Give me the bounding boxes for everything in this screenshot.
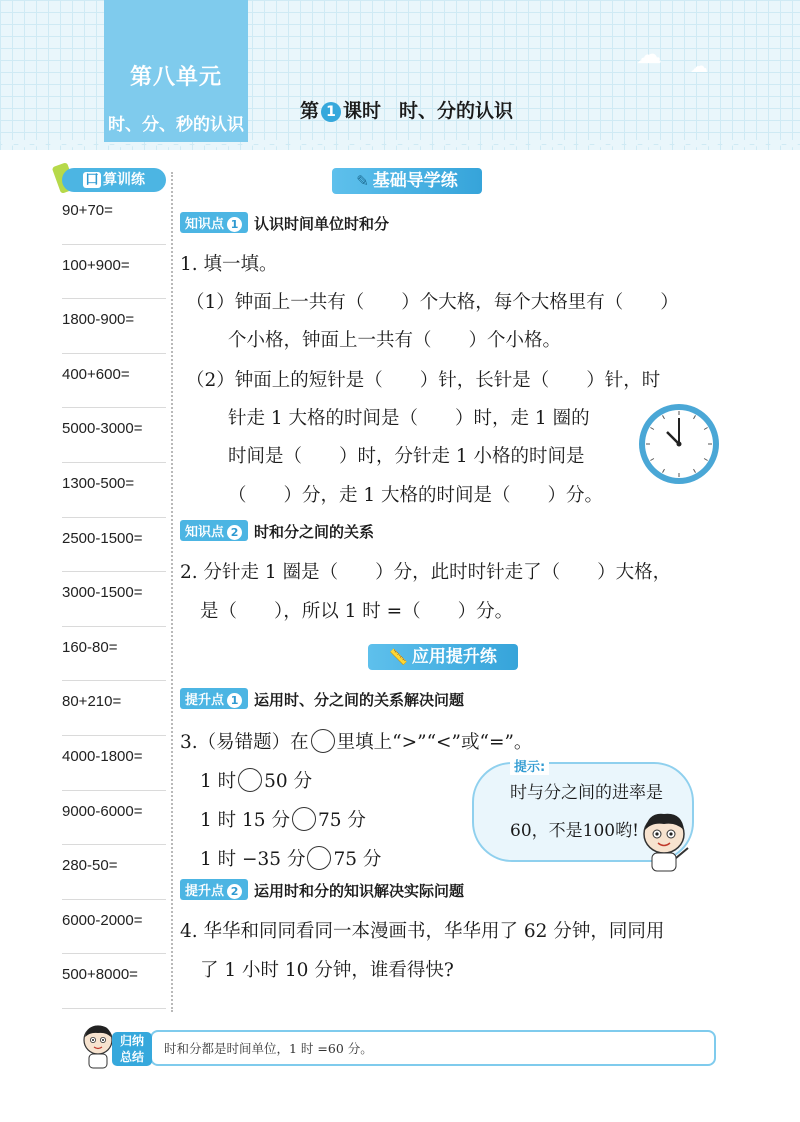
- section-banner-label: 基础导学练: [372, 171, 458, 191]
- knowledge-point-1: [180, 212, 389, 234]
- unit-tab: [104, 0, 248, 142]
- question-1-2-line-4: （ ）分，走 1 大格的时间是（ ）分。: [228, 485, 604, 506]
- list-item: 280-50=: [62, 845, 166, 900]
- lesson-suffix: 课时: [343, 100, 382, 122]
- list-item: 2500-1500=: [62, 518, 166, 573]
- summary-text: 时和分都是时间单位，1 时 =60 分。: [164, 1041, 373, 1056]
- question-4-line-2: 了 1 小时 10 分钟，谁看得快?: [200, 960, 454, 981]
- question-1-1-line-1: （1）钟面上一共有（ ）个大格，每个大格里有（ ）: [186, 292, 679, 313]
- question-3-item-c: 1 时 −35 分 75 分: [200, 845, 381, 871]
- improvement-point-1: [180, 688, 464, 710]
- list-item: 5000-3000=: [62, 408, 166, 463]
- knowledge-point-tag: 知识点 2: [180, 520, 248, 541]
- section-banner-application: [368, 644, 518, 670]
- improvement-point-text: 运用时和分的知识解决实际问题: [254, 882, 465, 900]
- question-1-2-line-3: 时间是（ ）时，分针走 1 小格的时间是: [228, 446, 585, 467]
- section-banner-basic: [332, 168, 482, 194]
- list-item: 500+8000=: [62, 954, 166, 1009]
- column-divider: [171, 172, 173, 1012]
- summary-tag: [112, 1032, 152, 1066]
- clock-face-icon: [637, 402, 721, 486]
- question-2-line-2: 是（ ），所以 1 时 =（ ）分。: [200, 601, 514, 622]
- unit-title: 第八单元: [129, 65, 222, 90]
- list-item: 400+600=: [62, 354, 166, 409]
- question-1-title: 1. 填一填。: [180, 254, 278, 275]
- list-item: 80+210=: [62, 681, 166, 736]
- question-1-2-line-1: （2）钟面上的短针是（ ）针，长针是（ ）针，时: [186, 370, 661, 391]
- summary-tag-line-2: 总结: [119, 1050, 144, 1064]
- improvement-point-tag: 提升点 1: [180, 688, 248, 709]
- question-3-item-b: 1 时 15 分 75 分: [200, 806, 366, 832]
- comparison-circle[interactable]: [292, 807, 316, 831]
- list-item: 6000-2000=: [62, 900, 166, 955]
- summary-tag-line-1: 归纳: [119, 1034, 144, 1048]
- lesson-topic: 时、分的认识: [399, 100, 514, 122]
- question-1-2-line-2: 针走 1 大格的时间是（ ）时，走 1 圈的: [228, 408, 590, 429]
- list-item: 4000-1800=: [62, 736, 166, 791]
- list-item: 1800-900=: [62, 299, 166, 354]
- tip-line-2: 60，不是100哟!: [510, 821, 639, 841]
- question-3-item-a: 1 时 50 分: [200, 767, 312, 793]
- knowledge-point-text: 认识时间单位时和分: [254, 215, 390, 233]
- comparison-circle[interactable]: [311, 729, 335, 753]
- knowledge-point-2: [180, 520, 374, 542]
- lesson-prefix: 第: [300, 100, 320, 122]
- tip-label: 提示:: [510, 756, 549, 775]
- cartoon-boy-small-icon: [80, 1022, 116, 1070]
- mental-math-header-text: 算训练: [103, 172, 145, 188]
- improvement-point-tag: 提升点 2: [180, 879, 248, 900]
- cloud-icon: ☁: [690, 56, 708, 77]
- unit-subtitle: 时、分、秒的认识: [108, 115, 244, 135]
- cartoon-boy-icon: [636, 808, 692, 874]
- improvement-point-text: 运用时、分之间的关系解决问题: [254, 691, 465, 709]
- list-item: 1300-500=: [62, 463, 166, 518]
- question-1-1-line-2: 个小格，钟面上一共有（ ）个小格。: [228, 330, 562, 351]
- comparison-circle[interactable]: [238, 768, 262, 792]
- list-item: 160-80=: [62, 627, 166, 682]
- question-2-line-1: 2. 分针走 1 圈是（ ）分，此时时针走了（ ）大格，: [180, 562, 672, 583]
- question-3-prompt: 3.（易错题）在 里填上“>”“<”或“=”。: [180, 728, 532, 754]
- list-item: 9000-6000=: [62, 791, 166, 846]
- tip-line-1: 时与分之间的进率是: [510, 783, 663, 803]
- compass-icon: ✎: [356, 172, 369, 190]
- ruler-icon: 📏: [389, 648, 408, 666]
- question-4-line-1: 4. 华华和同同看同一本漫画书，华华用了 62 分钟，同同用: [180, 921, 665, 942]
- lesson-title: [300, 96, 513, 123]
- list-item: 100+900=: [62, 245, 166, 300]
- comparison-circle[interactable]: [307, 846, 331, 870]
- mental-math-header-mark: 口: [85, 172, 99, 188]
- knowledge-point-text: 时和分之间的关系: [254, 523, 375, 541]
- cloud-icon: ☁: [636, 40, 662, 70]
- section-banner-label: 应用提升练: [411, 647, 497, 667]
- mental-math-list: [62, 190, 166, 1009]
- lesson-number-badge: 1: [321, 102, 341, 122]
- list-item: 90+70=: [62, 190, 166, 245]
- knowledge-point-tag: 知识点 1: [180, 212, 248, 233]
- list-item: 3000-1500=: [62, 572, 166, 627]
- mental-math-header: [62, 168, 166, 192]
- improvement-point-2: [180, 879, 464, 901]
- header-scallop-edge: [0, 140, 800, 154]
